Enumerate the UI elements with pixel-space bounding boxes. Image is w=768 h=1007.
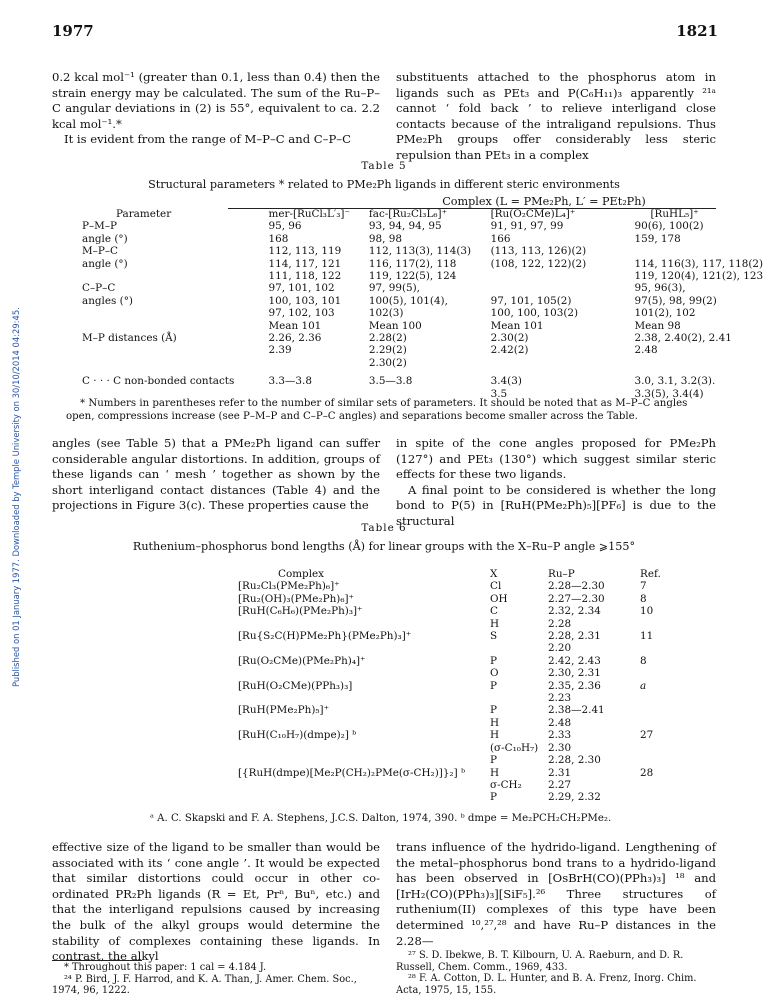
value-cell: 97, 101, 102 100, 103, 101 97, 102, 103 Mean 101 <box>268 282 342 332</box>
value-cell: 97, 101, 105(2) 100, 100, 103(2) Mean 101 <box>490 294 579 332</box>
complex-cell: [Ru₂Cl₃(PMe₂Ph)₆]⁺ <box>238 580 340 593</box>
download-sidebar-note[interactable]: Published on 01 January 1977. Downloaded by Temple University on 30/10/2014 04:29:45. <box>11 307 21 687</box>
complex-cell: [RuH(PMe₂Ph)₅]⁺ <box>238 704 330 717</box>
table5-header-row <box>82 208 768 220</box>
value-cell: 91, 91, 97, 99 166 <box>490 220 564 245</box>
table-row <box>238 767 661 804</box>
mid-left-text <box>52 436 380 514</box>
table-row <box>238 704 661 729</box>
rup-cell: 2.38—2.41 2.48 <box>548 704 605 729</box>
value-cell: 3.5—3.8 <box>368 375 413 388</box>
table5-label: Table 5 <box>361 160 407 172</box>
x-cell: P O <box>490 654 499 680</box>
rup-cell: 2.35, 2.36 2.23 <box>548 679 601 705</box>
param-cell: C–P–C angles (°) <box>82 282 133 307</box>
rup-cell: 2.28—2.30 <box>548 580 605 593</box>
ref-cell: 8 <box>640 654 647 667</box>
x-cell: Cl <box>490 580 502 593</box>
table-row <box>82 282 768 332</box>
rup-cell: 2.42, 2.43 2.30, 2.31 <box>548 654 601 680</box>
ref-cell: 8 <box>640 592 647 605</box>
footnotes-right <box>396 950 716 996</box>
table-row <box>238 580 661 592</box>
value-cell: 95, 96(3), 97(5), 98, 99(2) 101(2), 102 Mean 98 <box>634 282 717 332</box>
col-header: fac-[Ru₂Cl₃L₆]⁺ <box>368 208 448 220</box>
col-header: Ref. <box>640 568 661 580</box>
value-cell: 2.26, 2.36 2.39 <box>268 332 322 357</box>
table-row <box>238 605 661 630</box>
ref-cell: 7 <box>640 580 647 593</box>
table6-footnote: ᵃ A. C. Skapski and F. A. Stephens, J.C.S. Dalton, 1974, 390. ᵇ dmpe = Me₂PCH₂CH₂PMe₂. <box>150 813 612 824</box>
x-cell: P H <box>490 704 500 729</box>
paragraph: angles (see Table 5) that a PMe₂Ph ligand can suffer considerable angular distortions. In addition, groups of these ligands can ‘ mesh ’ together as shown by the short interligand contact distances (Table 4) and the projections in Figure 3(c). These properties cause the <box>52 436 380 513</box>
rup-cell: 2.33 2.30 2.28, 2.30 <box>548 729 601 767</box>
col-header: [Ru(O₂CMe)L₄]⁺ <box>490 208 576 220</box>
col-header: Complex <box>278 568 325 580</box>
complex-cell: [RuH(O₂CMe)(PPh₃)₃] <box>238 679 353 692</box>
table-row <box>238 630 661 655</box>
paragraph: substituents attached to the phosphorus atom in ligands such as PEt₃ and P(C₆H₁₁)₃ apparently ²¹ᵃ cannot ‘ fold back ’ to relieve interligand close contacts because of the intraligand repulsions. Thus PMe₂Ph groups offer considerably less steric repulsion than PEt₃ in a complex <box>396 70 716 162</box>
value-cell: 2.30(2) 2.42(2) <box>490 332 529 357</box>
value-cell: 3.4(3) 3.5 <box>490 375 522 400</box>
footnotes-left <box>52 962 380 997</box>
col-header: mer-[RuCl₃L′₃]⁻ <box>268 208 350 220</box>
rup-cell: 2.31 2.27 2.29, 2.32 <box>548 766 601 804</box>
ref-cell <box>640 704 661 729</box>
x-cell: H σ-CH₂ P <box>490 766 522 804</box>
x-cell: P <box>490 679 497 692</box>
paragraph: effective size of the ligand to be smaller than would be associated with its ‘ cone angle ’. It would be expected that similar distortions could occur in other co-ordinated PR₂Ph ligands (R = Et, Prⁿ, Buⁿ, etc.) and that the interligand repulsions caused by increasing the bulk of the alkyl groups would determine the stability of complexes containing these ligands. In contrast, the alkyl <box>52 840 380 964</box>
table6 <box>238 568 661 804</box>
value-cell: (113, 113, 126)(2) (108, 122, 122)(2) <box>490 245 587 270</box>
value-cell: 93, 94, 94, 95 98, 98 <box>368 220 442 245</box>
table5 <box>82 208 768 400</box>
table6-caption: Ruthenium–phosphorus bond lengths (Å) for linear groups with the X–Ru–P angle ⩾155° <box>132 540 636 553</box>
paragraph: 0.2 kcal mol⁻¹ (greater than 0.1, less than 0.4) then the strain energy may be calculated. The sum of the Ru–P–C angular deviations in (2) is 55°, equivalent to ca. 2.2 kcal mol⁻¹.* <box>52 70 380 131</box>
value-cell: 2.38, 2.40(2), 2.41 2.48 <box>634 332 732 357</box>
table-row <box>82 369 768 400</box>
footnote: ²⁷ S. D. Ibekwe, B. T. Kilbourn, U. A. Raeburn, and D. R. Russell, Chem. Comm., 1969, 433. <box>396 950 684 973</box>
value-cell: 112, 113(3), 114(3) 116, 117(2), 118 119, 122(5), 124 <box>368 245 472 283</box>
rup-cell: 2.32, 2.34 2.28 <box>548 605 601 630</box>
table-row <box>82 245 768 282</box>
col-header: X <box>490 568 498 580</box>
ref-cell: 27 <box>640 729 654 742</box>
top-left-text <box>52 70 380 148</box>
col-header: Ru–P <box>548 568 575 580</box>
bottom-left-text <box>52 840 380 965</box>
footnote-divider <box>52 960 142 961</box>
param-cell: C · · · C non-bonded contacts <box>82 375 235 388</box>
value-cell: 3.0, 3.1, 3.2(3). 3.3(5), 3.4(4) <box>634 375 716 400</box>
value-cell: 3.3—3.8 <box>268 375 312 388</box>
x-cell: H (σ-C₁₀H₇) P <box>490 729 539 767</box>
ref-cell: 11 <box>640 630 654 643</box>
ref-cell: 10 <box>640 605 654 618</box>
paragraph: in spite of the cone angles proposed for PMe₂Ph (127°) and PEt₃ (130°) which suggest similar steric effects for these two ligands. <box>396 436 716 482</box>
complex-cell: [Ru₂(OH)₃(PMe₂Ph)₆]⁺ <box>238 592 355 605</box>
param-cell: M–P–C angle (°) <box>82 245 128 270</box>
col-header: [RuHL₅]⁺ <box>650 208 699 220</box>
paragraph: A final point to be considered is whether the long bond to P(5) in [RuH(PMe₂Ph)₅][PF₆] is due to the structural <box>396 482 716 528</box>
value-cell: 97, 99(5), 100(5), 101(4), 102(3) Mean 100 <box>368 282 448 332</box>
table-row <box>238 729 661 766</box>
table5-footnote: * Numbers in parentheses refer to the number of similar sets of parameters. It should be noted that as M–P–C angles open, compressions increase (see P–M–P and C–P–C angles) and separations become smaller across the Table. <box>66 398 688 422</box>
ref-cell: a <box>640 679 647 692</box>
x-cell: OH <box>490 592 508 605</box>
complex-cell: [RuH(C₁₀H₇)(dmpe)₂] ᵇ <box>238 729 357 742</box>
footnote: ²⁸ F. A. Cotton, D. L. Hunter, and B. A. Frenz, Inorg. Chim. Acta, 1975, 15, 155. <box>396 973 697 996</box>
col-header: Parameter <box>116 208 172 220</box>
top-right-text <box>396 70 716 164</box>
table-row <box>238 680 661 705</box>
complex-cell: [RuH(C₆H₆)(PMe₂Ph)₃]⁺ <box>238 605 363 618</box>
page-number: 1821 <box>676 22 718 40</box>
footnote: ²⁴ P. Bird, J. F. Harrod, and K. A. Than, J. Amer. Chem. Soc., 1974, 96, 1222. <box>52 973 357 997</box>
x-cell: S <box>490 630 498 643</box>
mid-right-text <box>396 436 716 530</box>
value-cell: 114, 116(3), 117, 118(2) 119, 120(4), 121(2), 123 <box>634 257 764 283</box>
table-row <box>238 593 661 605</box>
value-cell: 90(6), 100(2) 159, 178 <box>634 220 704 245</box>
complex-cell: [{RuH(dmpe)[Me₂P(CH₂)₂PMe(σ-CH₂)]}₂] ᵇ <box>238 766 466 779</box>
complex-cell: [Ru{S₂C(H)PMe₂Ph}(PMe₂Ph)₃]⁺ <box>238 630 412 643</box>
value-cell: 112, 113, 119 114, 117, 121 111, 118, 122 <box>268 245 342 283</box>
ref-cell: 28 <box>640 766 654 779</box>
table6-header-row <box>238 568 661 580</box>
table-row <box>82 220 768 245</box>
paragraph: It is evident from the range of M–P–C and C–P–C <box>64 132 351 147</box>
table5-subheader: Complex (L = PMe₂Ph, L′ = PEt₂Ph) <box>442 195 646 208</box>
rup-cell: 2.28, 2.31 2.20 <box>548 630 601 655</box>
rup-cell: 2.27—2.30 <box>548 592 605 605</box>
value-cell: 2.28(2) 2.29(2) 2.30(2) <box>368 332 407 369</box>
paragraph: trans influence of the hydrido-ligand. Lengthening of the metal–phosphorus bond trans to a hydrido-ligand has been observed in [OsBrH(CO)(PPh₃)₃] ¹⁸ and [IrH₂(CO)(PPh₃)₃][SiF₅].²⁶ Three structures of ruthenium(II) complexes of this type have been determined ¹⁰,²⁷,²⁸ and have Ru–P distances in the 2.28— <box>396 840 716 948</box>
param-cell: M–P distances (Å) <box>82 332 177 345</box>
table-row <box>238 655 661 680</box>
bottom-right-text <box>396 840 716 949</box>
param-cell: P–M–P angle (°) <box>82 220 128 245</box>
footnote: * Throughout this paper: 1 cal = 4.184 J. <box>64 962 267 973</box>
complex-cell: [Ru(O₂CMe)(PMe₂Ph)₄]⁺ <box>238 654 366 667</box>
table6-label: Table 6 <box>361 522 407 534</box>
value-cell: 95, 96 168 <box>268 220 302 245</box>
year-header: 1977 <box>52 22 94 40</box>
x-cell: C H <box>490 605 500 630</box>
table5-caption: Structural parameters * related to PMe₂Ph ligands in different steric environments <box>148 178 620 191</box>
table-row <box>82 332 768 369</box>
